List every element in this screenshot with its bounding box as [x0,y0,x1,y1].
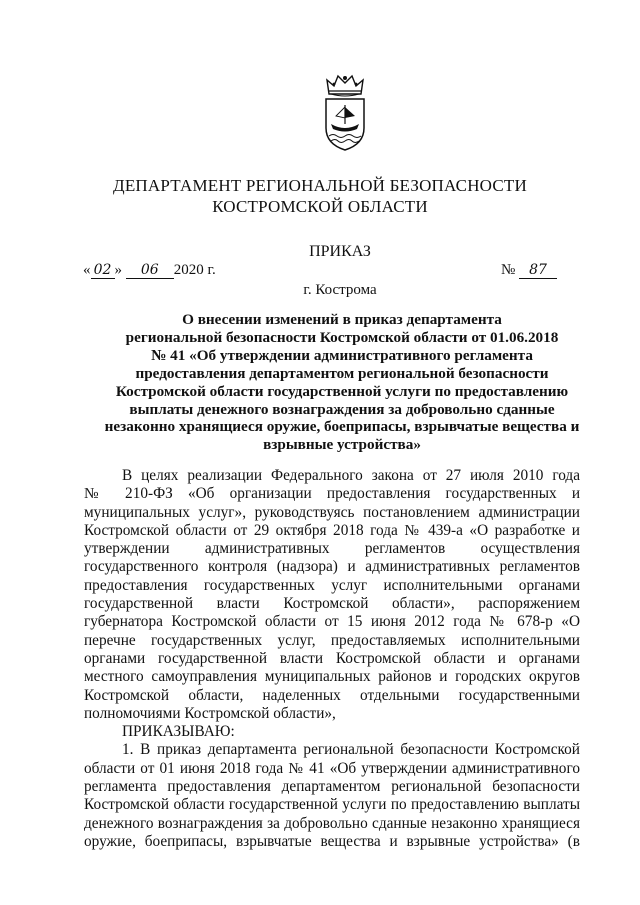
date-close-quote: » [114,262,122,278]
title-line: О внесении изменений в приказ департамента [182,311,502,328]
preamble-line: органами государственной власти Костромской области и органами [84,649,580,667]
order-type-heading: ПРИКАЗ [309,243,371,260]
date-open-quote: « [83,262,91,278]
title-line: взрывные устройства» [263,436,421,454]
title-line: № 41 «Об утверждении административного регламента [151,346,533,364]
order-body [84,467,580,851]
date-year: 2020 г. [173,262,216,278]
department-line-2: КОСТРОМСКОЙ ОБЛАСТИ [212,197,428,216]
preamble-line: утверждении административных регламентов осуществления [84,540,580,558]
preamble-line: № 210-ФЗ «Об организации предоставления государственных и [84,485,580,503]
kostroma-coat-of-arms-icon [317,72,373,152]
preamble-line: губернатора Костромской области от 15 июня 2012 года № 678-р «О [84,613,580,631]
title-line: выплаты денежного вознаграждения за добровольно сданные [129,400,555,418]
preamble-line: государственного контроля (надзора) и административных регламентов [84,558,580,576]
number-value-handwritten: 87 [519,262,557,279]
title-line: Костромской области государственной услуги по предоставлению [115,382,569,400]
title-line: региональной безопасности Костромской области от 01.06.2018 [125,328,559,346]
preamble-line: государственной власти Костромской области», распоряжением [84,595,580,613]
order-date [83,262,216,279]
title-line: предоставления департаментом региональной безопасности [135,364,549,382]
preamble-line: В целях реализации Федерального закона от 27 июля 2010 года [122,467,580,484]
item1-line: области от 01 июня 2018 года № 41 «Об утверждении административного [84,759,580,777]
order-command: ПРИКАЗЫВАЮ: [122,723,235,741]
order-city: г. Кострома [303,282,377,298]
preamble-line: предоставления государственных услуг исполнительными органами [84,576,580,594]
number-label: № [501,262,516,278]
preamble-line: Костромской области от 29 октября 2018 года № 439-а «О разработке и [84,521,580,539]
preamble-line: муниципальных услуг», руководствуясь постановлением администрации [84,503,580,521]
item1-line: регламента предоставления департаментом региональной безопасности [84,778,580,796]
preamble-line: перечне государственных услуг, предоставляемых исполнительными [84,631,580,649]
preamble-line: местного самоуправления муниципальных районов и городских округов [84,668,580,686]
item1-line: 1. В приказ департамента региональной безопасности Костромской [122,741,580,759]
preamble-line: полномочиями Костромской области», [84,704,336,722]
department-name [0,175,640,217]
title-line: незаконно хранящиеся оружие, боеприпасы, взрывчатые вещества и [104,418,580,436]
preamble-line: Костромской области, наделенных отдельными государственными [84,686,580,704]
item1-line: Костромской области государственной услуги по предоставлению выплаты [84,796,580,814]
department-line-1: ДЕПАРТАМЕНТ РЕГИОНАЛЬНОЙ БЕЗОПАСНОСТИ [113,176,527,195]
date-month-handwritten: 06 [126,262,174,279]
item1-line: денежного вознаграждения за добровольно сданные незаконно хранящиеся [84,814,580,832]
date-day-handwritten: 02 [91,262,115,279]
order-title [92,311,592,454]
item1-line: оружие, боеприпасы, взрывчатые вещества и взрывные устройства» (в [84,832,580,850]
order-number [501,262,557,279]
